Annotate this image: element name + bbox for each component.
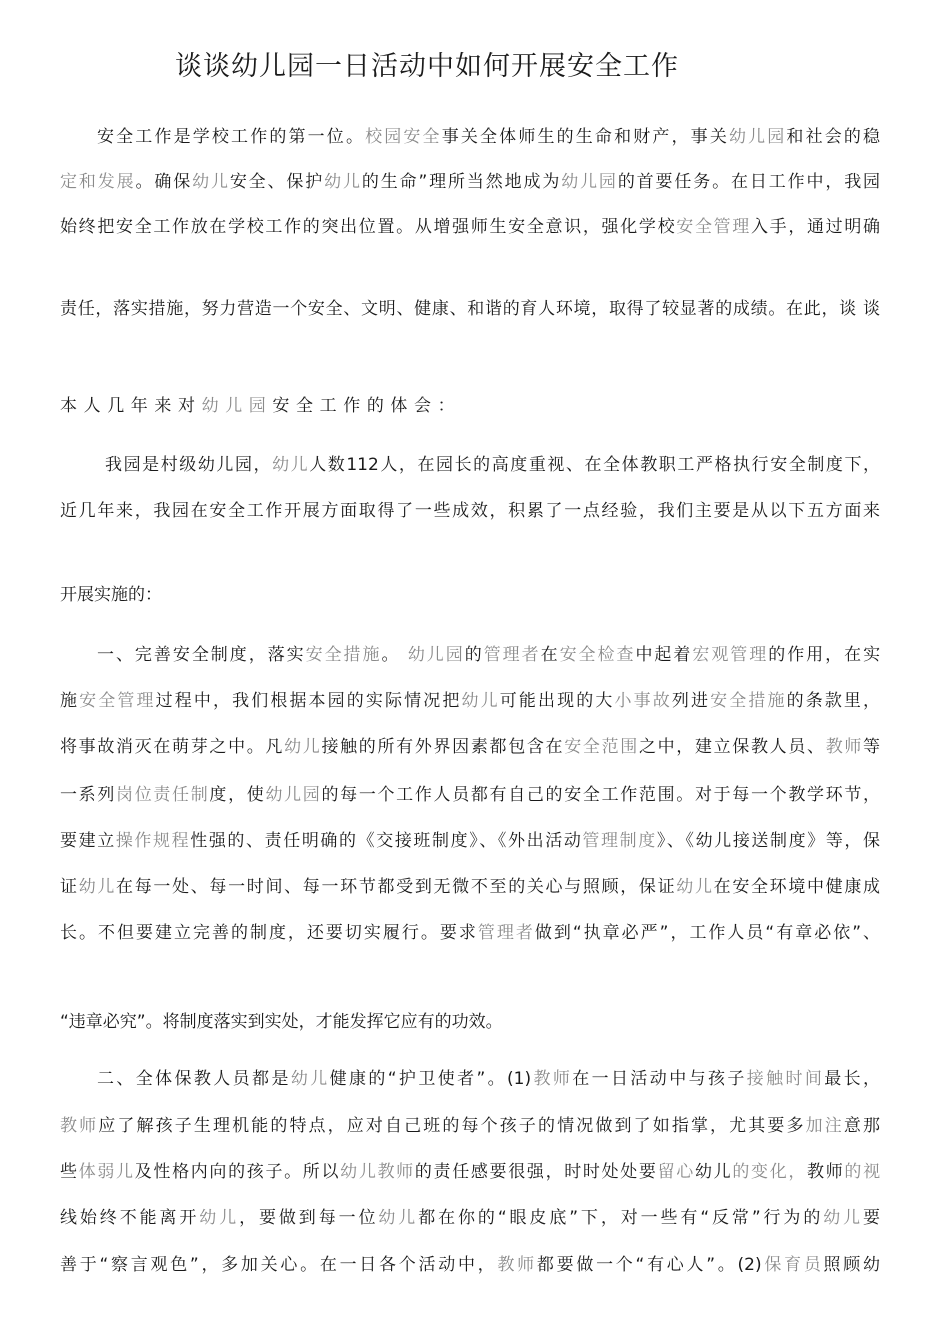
body-text: “违章必究”。将制度落实到实处，才能发挥它应有的功效。 — [60, 1012, 503, 1032]
keyword-link[interactable]: 的视 — [844, 1162, 881, 1182]
keyword-link[interactable]: 安全管理 — [79, 691, 156, 711]
keyword-link[interactable]: 安全措施 — [305, 645, 382, 665]
keyword-link[interactable]: 幼儿 — [324, 172, 362, 192]
text-line — [60, 170, 880, 194]
body-text: 度，使 — [209, 785, 266, 805]
keyword-link[interactable]: 幼儿园 — [561, 172, 618, 192]
body-text: 施 — [60, 691, 80, 711]
keyword-link[interactable]: 岗位责任制 — [116, 785, 210, 805]
keyword-link[interactable]: 幼儿 — [290, 1069, 330, 1089]
body-text: 在 — [540, 645, 560, 665]
body-text: 近几年来，我园在安全工作开展方面取得了一些成效，积累了一点经验，我们主要是从以下五方面来 — [60, 501, 880, 521]
document-title: 谈谈幼儿园一日活动中如何开展安全工作 — [175, 51, 679, 82]
text-line — [60, 499, 880, 523]
keyword-link[interactable]: 安全范围 — [564, 737, 639, 757]
text-line — [60, 1206, 880, 1230]
keyword-link[interactable]: 安全管理 — [676, 217, 751, 237]
body-text: 过程中，我们根据本园的实际情况把 — [155, 691, 462, 711]
text-line — [60, 783, 880, 807]
keyword-link[interactable]: 留心 — [657, 1162, 695, 1182]
body-text: 在一日活动中与孩子 — [572, 1069, 747, 1089]
body-text: 善于“察言观色”，多加关心。在一日各个活动中， — [60, 1255, 498, 1275]
keyword-link[interactable]: 管理者 — [483, 645, 541, 665]
body-text: 都在你的“眼皮底”下，对一些有“反常”行为的 — [418, 1208, 824, 1228]
keyword-link[interactable]: 幼儿园 — [201, 396, 273, 416]
body-text: 将事故消灭在萌芽之中。凡 — [60, 737, 285, 757]
body-text: 和社会的稳 — [786, 127, 881, 147]
body-text: 在安全环境中健康成 — [713, 877, 881, 897]
keyword-link[interactable]: 管理制度 — [582, 831, 657, 851]
body-text: 安全、保护 — [229, 172, 325, 192]
body-text: 的责任感要很强，时时处处要 — [414, 1162, 658, 1182]
keyword-link[interactable]: 幼儿 — [272, 455, 310, 475]
text-line — [60, 394, 880, 418]
keyword-link[interactable]: 定和发展 — [60, 172, 136, 192]
body-text: 些 — [60, 1162, 79, 1182]
keyword-link[interactable]: 体弱儿 — [78, 1162, 135, 1182]
keyword-link[interactable]: 保育员 — [761, 1255, 824, 1275]
body-text: 教师 — [807, 1162, 845, 1182]
body-text: 人数112人，在园长的高度重视、在全体教职工严格执行安全制度下， — [309, 455, 881, 475]
text-line — [60, 829, 880, 853]
body-text: 性强的、责任明确的《交接班制度》、《外出活动 — [190, 831, 583, 851]
body-text: 健康的“护卫使者”。(1) — [329, 1069, 532, 1089]
body-text: 责任，落实措施，努力营造一个安全、文明、健康、和谐的育人环境，取得了较显著的成绩。在此，谈 谈 — [60, 299, 880, 319]
text-line — [60, 1114, 880, 1138]
keyword-link[interactable]: 幼儿 — [78, 877, 117, 897]
keyword-link[interactable]: 幼儿园 — [728, 127, 787, 147]
body-text: 的作用，在实 — [768, 645, 881, 665]
keyword-link[interactable]: 安全措施 — [710, 691, 787, 711]
keyword-link[interactable]: 幼儿 — [823, 1208, 864, 1228]
text-line — [60, 689, 880, 713]
body-text: 幼儿 — [694, 1162, 733, 1182]
body-text: 》、《幼儿接送制度》等，保 — [656, 831, 881, 851]
keyword-link[interactable]: 幼儿 — [461, 691, 500, 711]
body-text: ，要做到每一位 — [239, 1208, 379, 1228]
text-line — [60, 297, 880, 321]
keyword-link[interactable]: 管理者 — [477, 923, 535, 943]
body-text: 的 — [464, 645, 484, 665]
keyword-link[interactable]: 接触时间 — [746, 1069, 825, 1089]
body-text: 之中，建立保教人员、 — [638, 737, 826, 757]
body-text: 证 — [60, 877, 79, 897]
text-line — [60, 921, 880, 945]
body-text: 我园是村级幼儿园， — [105, 455, 273, 475]
body-text: 中起着 — [635, 645, 693, 665]
body-text: 列进 — [671, 691, 711, 711]
text-line — [60, 643, 880, 667]
body-text: 的条款里， — [786, 691, 881, 711]
keyword-link[interactable]: 安全检查 — [559, 645, 636, 665]
body-text: 事关全体师生的生命和财产，事关 — [441, 127, 729, 147]
body-text: 的生命”理所当然地成为 — [361, 172, 562, 192]
text-line — [60, 215, 880, 239]
body-text: 做到“执章必严”，工作人员“有章必依”、 — [534, 923, 881, 943]
body-text: 安全工作的体会： — [272, 396, 462, 416]
body-text: 安全工作是学校工作的第一位。 — [97, 127, 366, 147]
keyword-link[interactable]: 幼儿教师 — [340, 1162, 415, 1182]
keyword-link[interactable]: 幼儿园 — [265, 785, 322, 805]
keyword-link[interactable]: 校园安全 — [365, 127, 442, 147]
keyword-link[interactable]: 宏观管理 — [692, 645, 769, 665]
body-text: 的首要任务。在日工作中，我园 — [617, 172, 881, 192]
keyword-link[interactable]: 小事故 — [614, 691, 672, 711]
body-text: 。确保 — [135, 172, 193, 192]
body-text: 及性格内向的孩子。所以 — [134, 1162, 341, 1182]
body-text: 意那 — [843, 1116, 881, 1136]
body-text: 始终把安全工作放在学校工作的突出位置。从增强师生安全意识，强化学校 — [60, 217, 677, 237]
body-text: 应了解孩子生理机能的特点，应对自己班的每个孩子的情况做到了如指掌，尤其要多 — [98, 1116, 806, 1136]
body-text: 最长， — [824, 1069, 881, 1089]
text-line — [60, 1253, 880, 1277]
body-text: 在每一处、每一时间、每一环节都受到无微不至的关心与照顾，保证 — [116, 877, 677, 897]
body-text: 一、完善安全制度，落实 — [97, 645, 306, 665]
text-line — [60, 583, 880, 607]
text-line — [60, 453, 880, 477]
text-line — [60, 1010, 880, 1034]
keyword-link[interactable]: 教师 — [497, 1255, 537, 1275]
keyword-link[interactable]: 加注 — [805, 1116, 844, 1136]
keyword-link[interactable]: 幼儿园 — [407, 645, 465, 665]
keyword-link[interactable]: 幼儿 — [192, 172, 230, 192]
keyword-link[interactable]: 幼儿 — [199, 1208, 240, 1228]
body-text: 要建立 — [60, 831, 116, 851]
body-text: 长。不但要建立完善的制度，还要切实履行。要求 — [60, 923, 478, 943]
keyword-link[interactable]: 幼儿 — [284, 737, 322, 757]
keyword-link[interactable]: 幼儿 — [676, 877, 714, 897]
body-text: 等 — [863, 737, 881, 757]
body-text: 照顾幼 — [823, 1255, 881, 1275]
text-line — [60, 125, 880, 149]
text-line — [60, 735, 880, 759]
body-text: 二、全体保教人员都是 — [97, 1069, 291, 1089]
text-line — [60, 1160, 880, 1184]
body-text: 可能出现的大 — [499, 691, 615, 711]
body-text: 入手，通过明确 — [750, 217, 881, 237]
body-text: 接触的所有外界因素都包含在 — [321, 737, 565, 757]
body-text: 。 — [381, 645, 408, 665]
body-text: 都要做一个“有心人”。(2) — [536, 1255, 762, 1275]
body-text: 的每一个工作人员都有自己的安全工作范围。对于每一个教学环节， — [321, 785, 881, 805]
keyword-link[interactable]: 教师 — [825, 737, 864, 757]
body-text: 要 — [863, 1208, 881, 1228]
body-text: 本人几年来对 — [60, 396, 202, 416]
body-text: 开展实施的： — [60, 585, 162, 605]
text-line — [60, 875, 880, 899]
text-line — [60, 1067, 880, 1091]
keyword-link[interactable]: 教师 — [60, 1116, 99, 1136]
keyword-link[interactable]: 教师 — [531, 1069, 573, 1089]
keyword-link[interactable]: 操作规程 — [115, 831, 191, 851]
keyword-link[interactable]: 幼儿 — [378, 1208, 419, 1228]
body-text: 一系列 — [60, 785, 117, 805]
body-text: 线始终不能离开 — [60, 1208, 200, 1228]
keyword-link[interactable]: 的变化， — [732, 1162, 808, 1182]
